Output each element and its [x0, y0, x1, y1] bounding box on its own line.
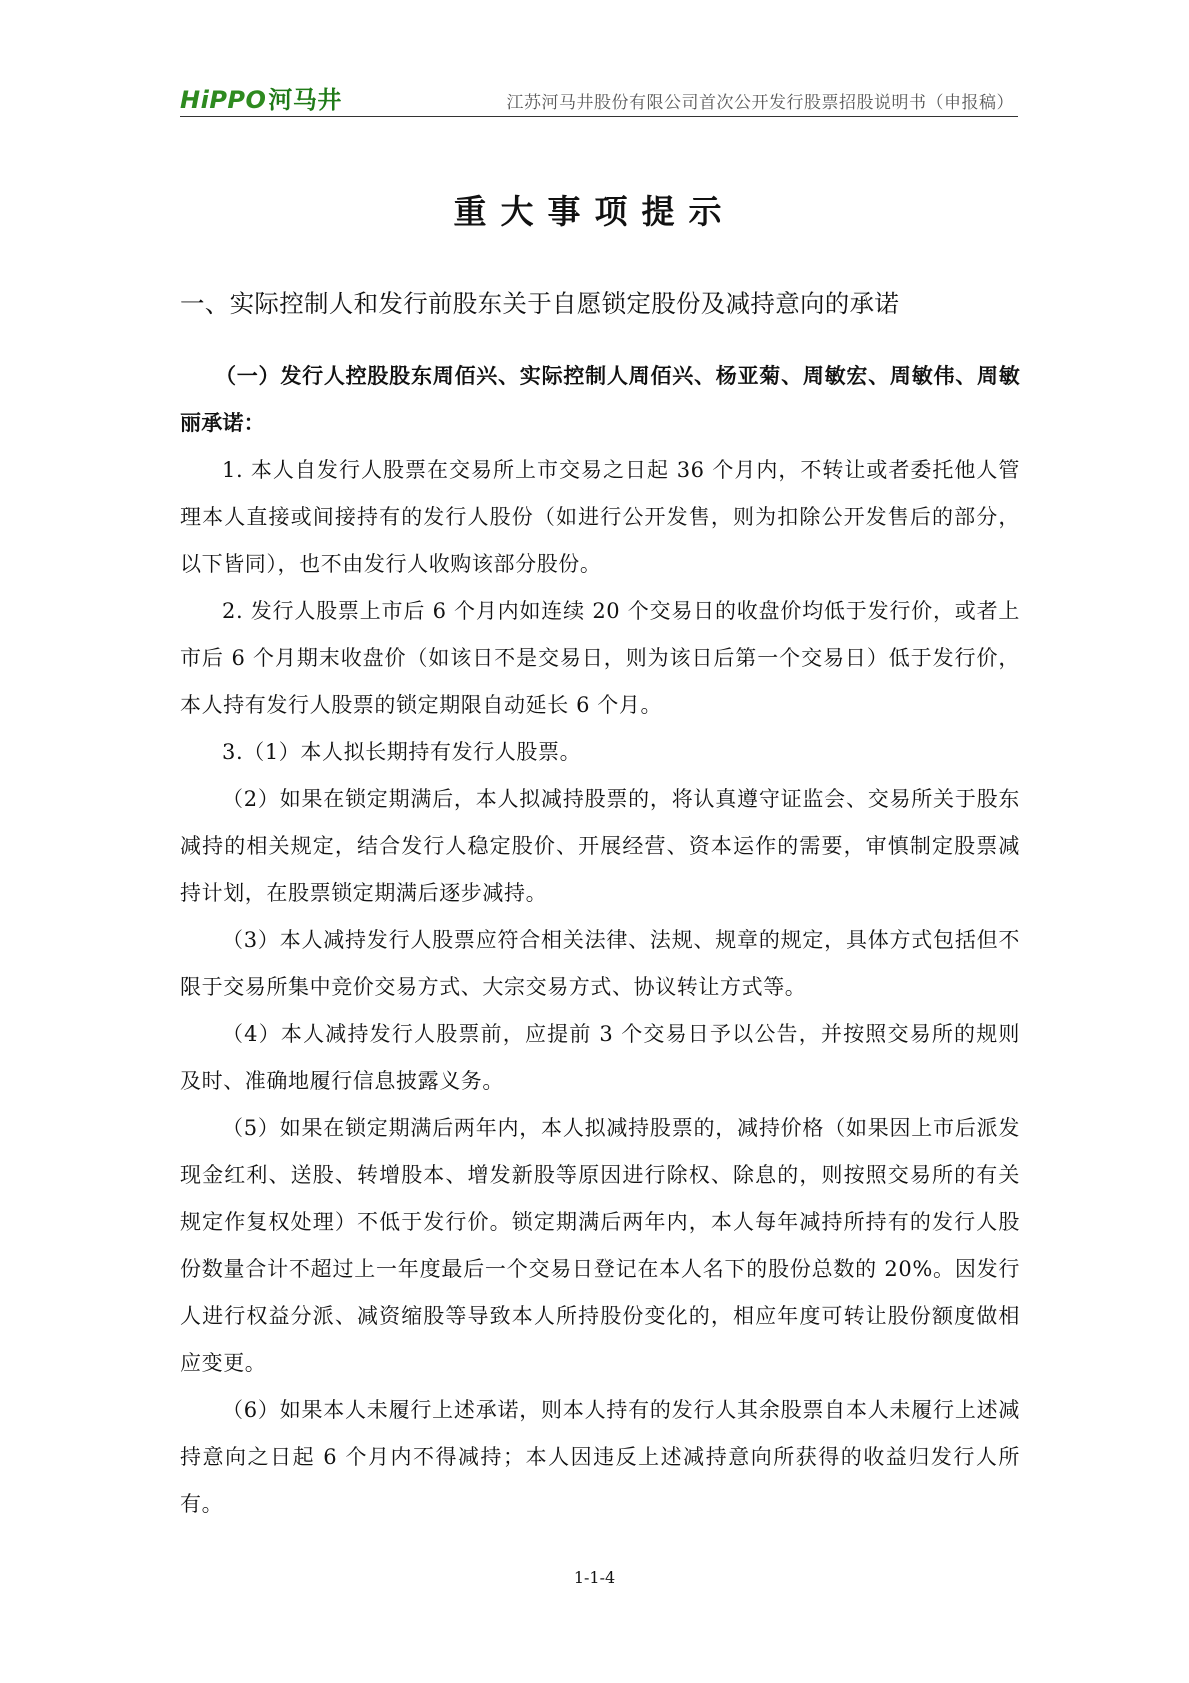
- page-title: 重大事项提示: [453, 192, 736, 231]
- paragraph-3-4: （4）本人减持发行人股票前，应提前 3 个交易日予以公告，并按照交易所的规则及时、准确地履行信息披露义务。: [180, 1022, 1020, 1093]
- paragraph-3-3: （3）本人减持发行人股票应符合相关法律、法规、规章的规定，具体方式包括但不限于交易所集中竞价交易方式、大宗交易方式、协议转让方式等。: [180, 928, 1020, 999]
- paragraph-3-6: （6）如果本人未履行上述承诺，则本人持有的发行人其余股票自本人未履行上述减持意向之日起 6 个月内不得减持；本人因违反上述减持意向所获得的收益归发行人所有。: [180, 1398, 1020, 1516]
- company-logo: [180, 80, 342, 115]
- paragraph-3-2: （2）如果在锁定期满后，本人拟减持股票的，将认真遵守证监会、交易所关于股东减持的相关规定，结合发行人稳定股价、开展经营、资本运作的需要，审慎制定股票减持计划，在股票锁定期满后逐步减持。: [180, 787, 1020, 905]
- document-body: [180, 353, 1020, 1528]
- sub-heading: （一）发行人控股股东周佰兴、实际控制人周佰兴、杨亚菊、周敏宏、周敏伟、周敏丽承诺：: [180, 364, 1020, 435]
- logo-chinese-text: 河马井: [268, 86, 342, 114]
- section-heading: 一、实际控制人和发行前股东关于自愿锁定股份及减持意向的承诺: [180, 289, 900, 318]
- logo-latin-text: HiPPO: [180, 86, 267, 114]
- page-header: [180, 78, 1018, 117]
- paragraph-2: 2. 发行人股票上市后 6 个月内如连续 20 个交易日的收盘价均低于发行价，或者上市后 6 个月期末收盘价（如该日不是交易日，则为该日后第一个交易日）低于发行价，本人持有发行人股票的锁定期限自动延长 6 个月。: [180, 599, 1020, 717]
- paragraph-1: 1. 本人自发行人股票在交易所上市交易之日起 36 个月内，不转让或者委托他人管理本人直接或间接持有的发行人股份（如进行公开发售，则为扣除公开发售后的部分，以下皆同），也不由发行人收购该部分股份。: [180, 458, 1020, 576]
- paragraph-3-5: （5）如果在锁定期满后两年内，本人拟减持股票的，减持价格（如果因上市后派发现金红利、送股、转增股本、增发新股等原因进行除权、除息的，则按照交易所的有关规定作复权处理）不低于发行价。锁定期满后两年内，本人每年减持所持有的发行人股份数量合计不超过上一年度最后一个交易日登记在本人名下的股份总数的 20%。因发行人进行权益分派、减资缩股等导致本人所持股份变化的，相应年度可转让股份额度做相应变更。: [180, 1116, 1020, 1375]
- document-header-title: 江苏河马井股份有限公司首次公开发行股票招股说明书（申报稿）: [506, 93, 1014, 113]
- page-number: 1-1-4: [573, 1568, 616, 1587]
- paragraph-3: 3.（1）本人拟长期持有发行人股票。: [222, 740, 582, 764]
